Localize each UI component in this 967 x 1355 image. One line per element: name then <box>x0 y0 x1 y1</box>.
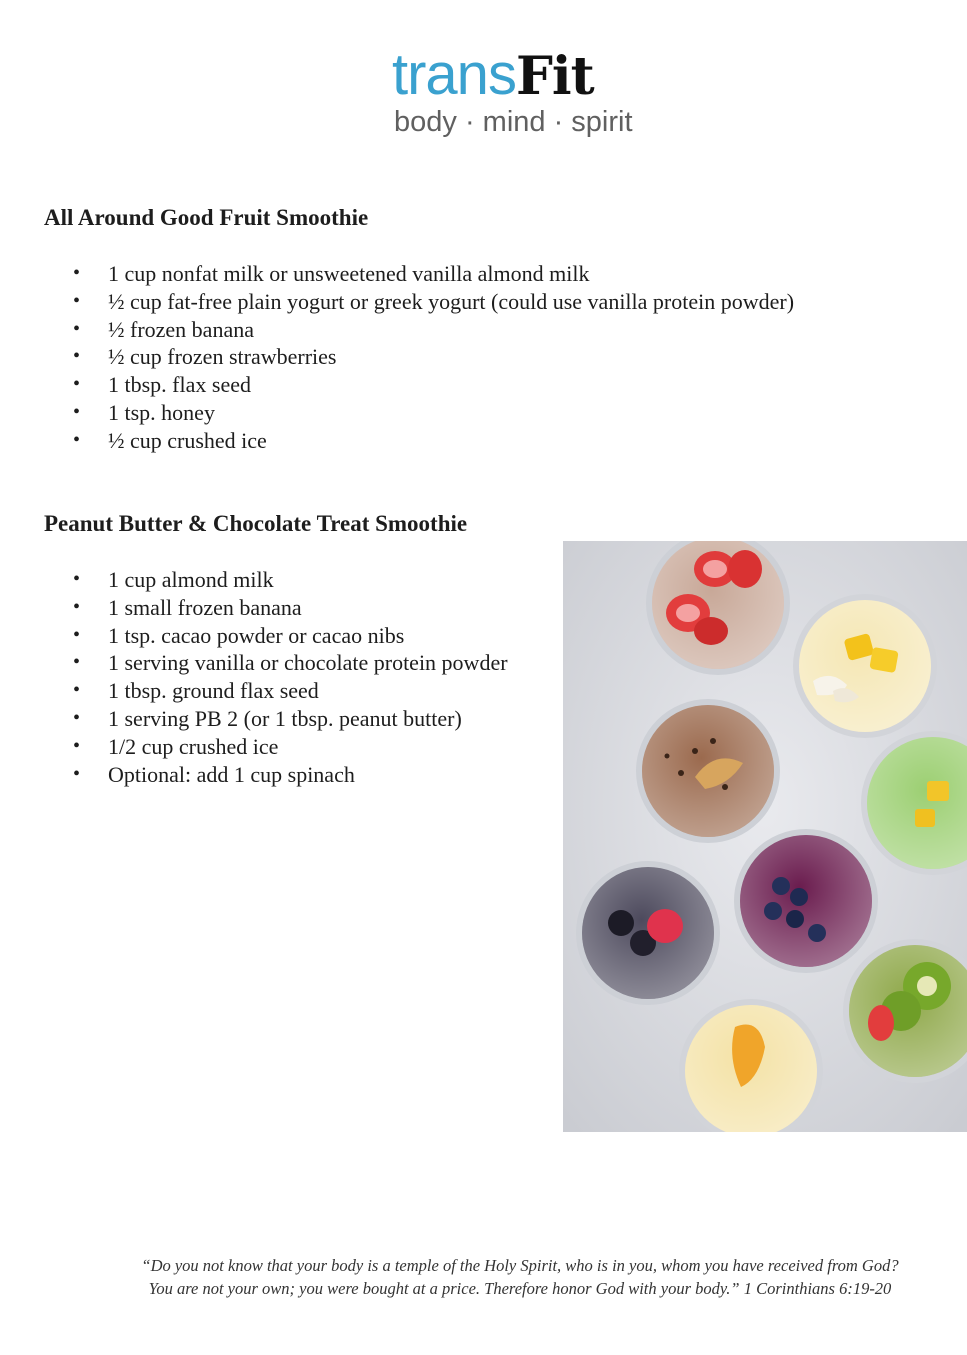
recipe-title-fruit-smoothie: All Around Good Fruit Smoothie <box>44 205 369 230</box>
list-item <box>72 371 794 399</box>
bullet-icon: • <box>73 734 81 757</box>
logo-tagline: body · mind · spirit <box>394 106 633 138</box>
footer-quote-line-2: You are not your own; you were bought at a price. Therefore honor God with your body.” 1 Corinthians 6:19-20 <box>148 1279 892 1298</box>
bullet-icon: • <box>73 345 81 368</box>
list-item <box>72 566 508 594</box>
recipe-title-peanut-butter-chocolate-smoothie: Peanut Butter & Chocolate Treat Smoothie <box>44 511 468 536</box>
bullet-icon: • <box>73 762 81 785</box>
chocolate-peanut-butter-smoothie-cup <box>636 699 780 843</box>
ingredient-text: 1 tbsp. flax seed <box>108 372 251 398</box>
list-item <box>72 594 508 622</box>
bullet-icon: • <box>73 428 81 451</box>
blackberry-smoothie-cup <box>576 861 720 1005</box>
footer-quote-line-1: “Do you not know that your body is a temple of the Holy Spirit, who is in you, whom you have received from God? <box>141 1256 899 1275</box>
list-item <box>72 316 794 344</box>
list-item <box>72 733 508 761</box>
bullet-icon: • <box>73 706 81 729</box>
transfit-logo <box>392 44 642 139</box>
ingredient-text: 1 cup almond milk <box>108 567 274 592</box>
list-item <box>72 622 508 650</box>
acai-berry-smoothie-cup <box>734 829 878 973</box>
ingredient-text: 1 serving PB 2 (or 1 tbsp. peanut butter) <box>108 705 462 731</box>
logo-wordmark <box>392 44 642 108</box>
ingredient-text: 1 small frozen banana <box>108 594 302 620</box>
ingredient-text: 1 tsp. honey <box>108 399 215 425</box>
logo-fit-text: Fit <box>515 46 594 107</box>
bullet-icon: • <box>73 317 81 340</box>
scripture-quote-footer <box>140 1254 900 1300</box>
bullet-icon: • <box>73 262 81 284</box>
ingredient-list-fruit-smoothie <box>72 260 794 455</box>
bullet-icon: • <box>73 679 81 702</box>
ingredient-text: Optional: add 1 cup spinach <box>108 761 355 787</box>
ingredient-list-peanut-butter-chocolate-smoothie <box>72 566 508 788</box>
logo-trans-text: trans <box>392 42 516 107</box>
ingredient-text: ½ cup frozen strawberries <box>108 344 337 370</box>
smoothie-cups-photo <box>563 541 967 1132</box>
bullet-icon: • <box>73 651 81 674</box>
ingredient-text: ½ cup crushed ice <box>108 427 267 453</box>
list-item <box>72 260 794 288</box>
bullet-icon: • <box>73 568 81 590</box>
ingredient-text: 1 serving vanilla or chocolate protein powder <box>108 650 508 676</box>
list-item <box>72 705 508 733</box>
ingredient-text: 1 tbsp. ground flax seed <box>108 678 319 704</box>
list-item <box>72 649 508 677</box>
bullet-icon: • <box>73 595 81 618</box>
pineapple-coconut-smoothie-cup <box>793 594 937 738</box>
ingredient-text: 1 tsp. cacao powder or cacao nibs <box>108 622 405 648</box>
list-item <box>72 399 794 427</box>
ingredient-text: 1/2 cup crushed ice <box>108 733 279 759</box>
ingredient-text: 1 cup nonfat milk or unsweetened vanilla almond milk <box>108 261 590 286</box>
bullet-icon: • <box>73 373 81 396</box>
list-item <box>72 427 794 455</box>
ingredient-text: ½ cup fat-free plain yogurt or greek yogurt (could use vanilla protein powder) <box>108 288 795 314</box>
list-item <box>72 677 508 705</box>
list-item <box>72 761 508 789</box>
list-item <box>72 343 794 371</box>
list-item <box>72 288 794 316</box>
bullet-icon: • <box>73 623 81 646</box>
bullet-icon: • <box>73 400 81 423</box>
bullet-icon: • <box>73 289 81 312</box>
ingredient-text: ½ frozen banana <box>108 316 254 342</box>
